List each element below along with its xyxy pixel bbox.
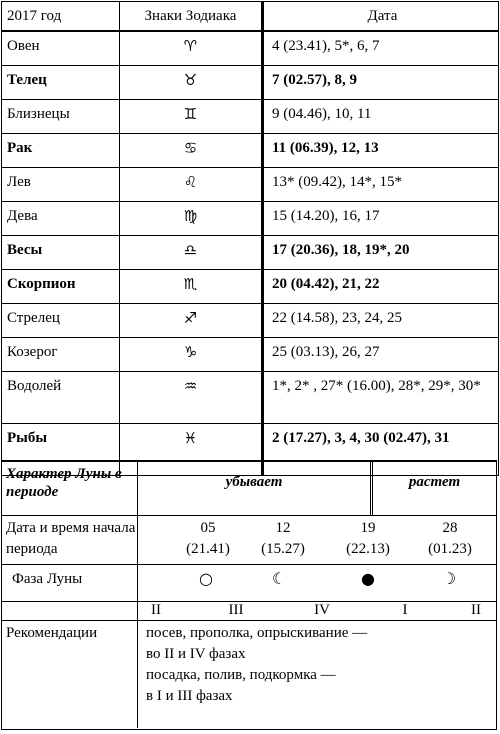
zodiac-row xyxy=(2,168,499,202)
waning-label: убывает xyxy=(138,462,373,515)
sign-dates: 20 (04.42), 21, 22 xyxy=(263,270,499,304)
period-day: 28 xyxy=(442,520,458,536)
zodiac-row xyxy=(2,66,499,100)
sign-name: Телец xyxy=(2,66,120,100)
period-start xyxy=(173,515,243,560)
period-start-row xyxy=(2,515,496,565)
sign-dates: 1*, 2* , 27* (16.00), 28*, 29*, 30* xyxy=(263,372,499,424)
sign-dates: 17 (20.36), 18, 19*, 20 xyxy=(263,236,499,270)
sign-dates: 22 (14.58), 23, 24, 25 xyxy=(263,304,499,338)
sign-dates: 13* (09.42), 14*, 15* xyxy=(263,168,499,202)
period-start-label: Дата и время начала периода xyxy=(2,515,138,564)
quarter-row-blank xyxy=(2,601,138,620)
recommendation-line: в I и III фазах xyxy=(146,688,233,704)
first-quarter-icon: ☽ xyxy=(441,569,457,588)
sign-name: Дева xyxy=(2,202,120,236)
zodiac-row xyxy=(2,134,499,168)
period-start xyxy=(333,515,403,560)
zodiac-symbol-icon: ♋︎ xyxy=(120,134,263,168)
recommendation-line: посев, прополка, опрыскивание — xyxy=(146,625,368,641)
moon-phase-table xyxy=(1,460,497,730)
moon-character-row xyxy=(2,462,496,516)
zodiac-symbol-icon: ♒︎ xyxy=(120,372,263,424)
full-moon-icon: ○ xyxy=(199,569,213,588)
sign-name: Водолей xyxy=(2,372,120,424)
sign-dates: 9 (04.46), 10, 11 xyxy=(263,100,499,134)
header-date: Дата xyxy=(263,2,499,32)
period-start xyxy=(415,515,485,560)
zodiac-symbol-icon: ♊︎ xyxy=(120,100,263,134)
sign-dates: 11 (06.39), 12, 13 xyxy=(263,134,499,168)
zodiac-row xyxy=(2,338,499,372)
sign-name: Козерог xyxy=(2,338,120,372)
header-year: 2017 год xyxy=(2,2,120,32)
zodiac-header-row xyxy=(2,2,499,32)
moon-phase-row xyxy=(2,564,496,602)
zodiac-row xyxy=(2,304,499,338)
quarter-numeral: II xyxy=(151,602,161,618)
zodiac-symbol-icon: ♈︎ xyxy=(120,31,263,66)
zodiac-symbol-icon: ♌︎ xyxy=(120,168,263,202)
quarter-numeral: I xyxy=(402,602,408,618)
sign-dates: 7 (02.57), 8, 9 xyxy=(263,66,499,100)
quarter-row xyxy=(2,601,496,621)
zodiac-row xyxy=(2,270,499,304)
last-quarter-icon: ☾ xyxy=(271,569,287,588)
recommendations-text xyxy=(138,620,496,728)
quarter-numeral: III xyxy=(228,602,244,618)
period-time: (15.27) xyxy=(261,541,305,557)
period-day: 19 xyxy=(360,520,376,536)
sign-dates: 4 (23.41), 5*, 6, 7 xyxy=(263,31,499,66)
sign-name: Скорпион xyxy=(2,270,120,304)
moon-character-label: Характер Луны в периоде xyxy=(2,462,138,515)
sign-name: Стрелец xyxy=(2,304,120,338)
zodiac-calendar-table xyxy=(1,1,499,476)
zodiac-symbol-icon: ♓︎ xyxy=(120,424,263,476)
sign-dates: 25 (03.13), 26, 27 xyxy=(263,338,499,372)
period-day: 05 xyxy=(200,520,216,536)
zodiac-symbol-icon: ♐︎ xyxy=(120,304,263,338)
zodiac-row xyxy=(2,372,499,424)
quarter-numeral: II xyxy=(471,602,481,618)
zodiac-row xyxy=(2,236,499,270)
recommendation-line: посадка, полив, подкормка — xyxy=(146,667,336,683)
zodiac-symbol-icon: ♏︎ xyxy=(120,270,263,304)
sign-dates: 2 (17.27), 3, 4, 30 (02.47), 31 xyxy=(263,424,499,476)
period-time: (21.41) xyxy=(186,541,230,557)
zodiac-symbol-icon: ♍︎ xyxy=(120,202,263,236)
zodiac-row xyxy=(2,100,499,134)
sign-name: Овен xyxy=(2,31,120,66)
period-time: (01.23) xyxy=(428,541,472,557)
quarter-numeral: IV xyxy=(314,602,330,618)
recommendations-label: Рекомендации xyxy=(2,620,138,728)
header-signs: Знаки Зодиака xyxy=(120,2,263,32)
waxing-label: растет xyxy=(408,474,461,490)
sign-dates: 15 (14.20), 16, 17 xyxy=(263,202,499,236)
moon-phase-label: Фаза Луны xyxy=(2,564,138,601)
recommendations-row xyxy=(2,620,496,728)
sign-name: Лев xyxy=(2,168,120,202)
sign-name: Рыбы xyxy=(2,424,120,476)
zodiac-symbol-icon: ♉︎ xyxy=(120,66,263,100)
sign-name: Рак xyxy=(2,134,120,168)
zodiac-row xyxy=(2,31,499,66)
new-moon-icon: ● xyxy=(361,569,375,588)
zodiac-symbol-icon: ♑︎ xyxy=(120,338,263,372)
period-start xyxy=(248,515,318,560)
zodiac-symbol-icon: ♎︎ xyxy=(120,236,263,270)
period-day: 12 xyxy=(275,520,291,536)
sign-name: Весы xyxy=(2,236,120,270)
recommendation-line: во II и IV фазах xyxy=(146,646,246,662)
zodiac-row xyxy=(2,202,499,236)
period-time: (22.13) xyxy=(346,541,390,557)
sign-name: Близнецы xyxy=(2,100,120,134)
